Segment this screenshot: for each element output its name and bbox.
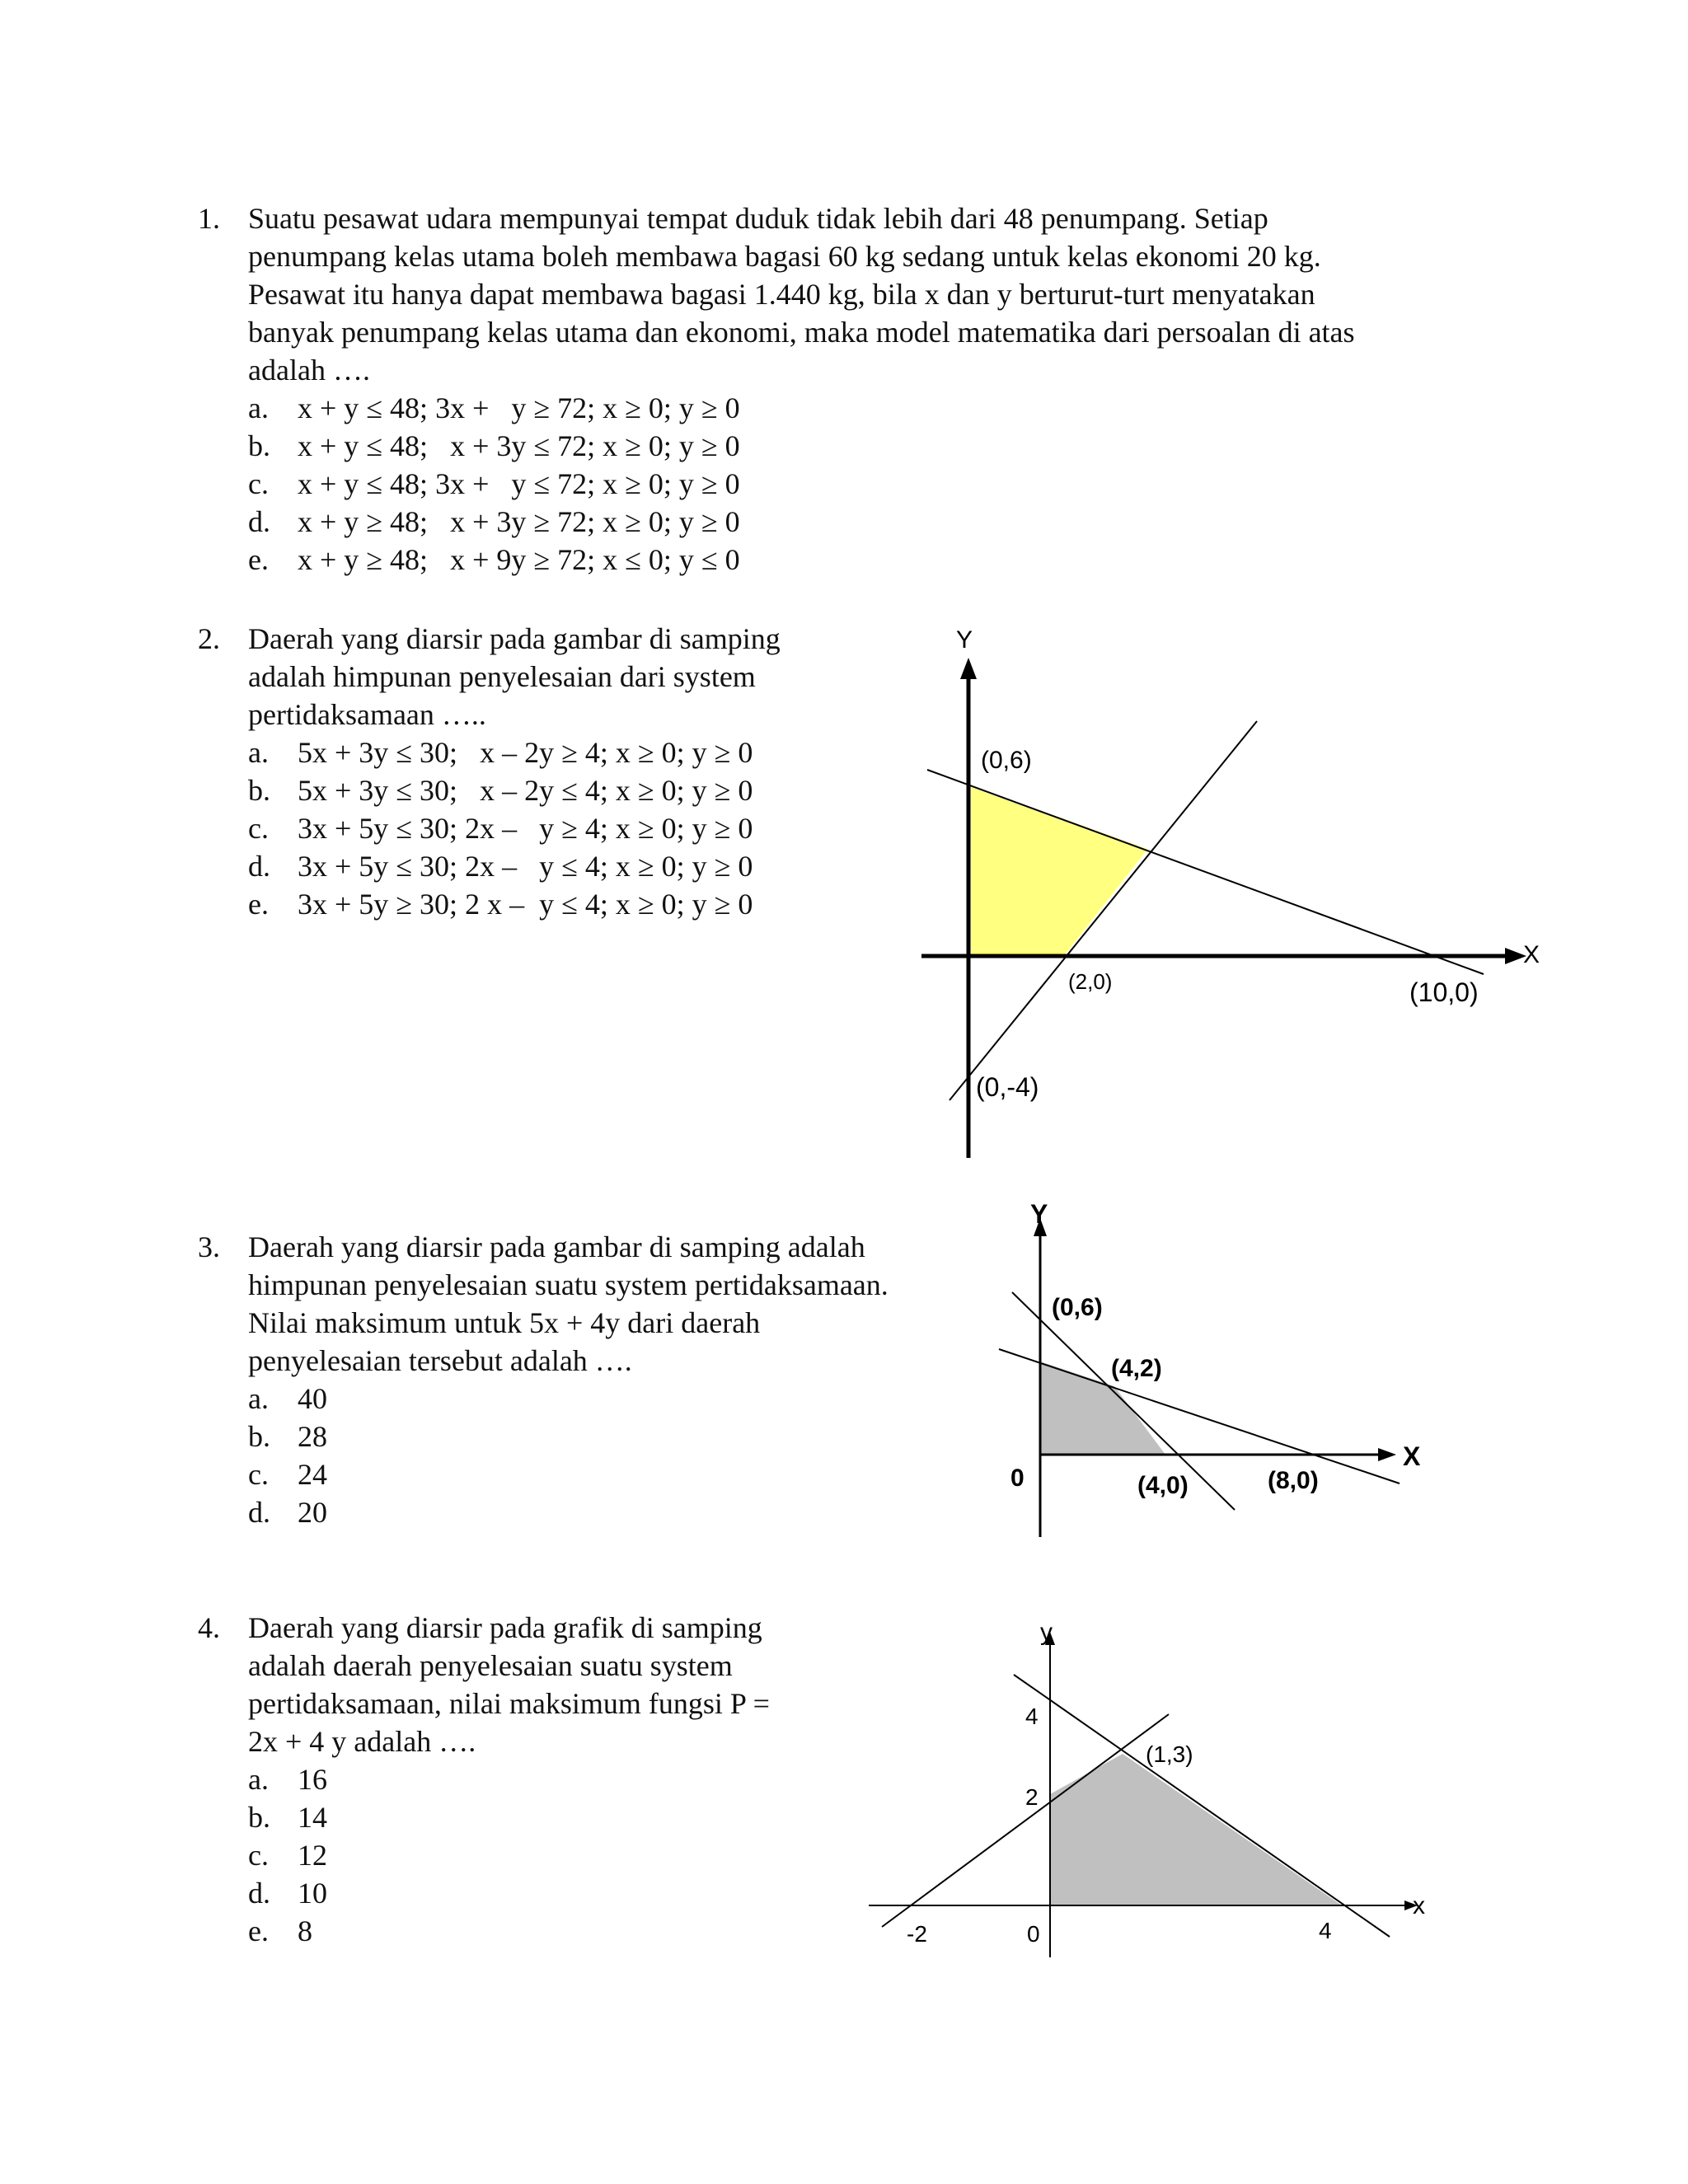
question-number: 4. — [198, 1611, 220, 1644]
answer-option-c[interactable]: c. 3x + 5y ≤ 30; 2x – y ≥ 4; x ≥ 0; y ≥ 0 — [248, 812, 753, 845]
answer-option-b[interactable]: b. x + y ≤ 48; x + 3y ≤ 72; x ≥ 0; y ≥ 0 — [248, 429, 740, 462]
x-axis-label: X — [1523, 941, 1540, 968]
answer-option-b[interactable]: b. 14 — [248, 1801, 327, 1834]
answer-option-a[interactable]: a. x + y ≤ 48; 3x + y ≥ 72; x ≥ 0; y ≥ 0 — [248, 391, 740, 424]
answer-option-d[interactable]: d. 20 — [248, 1496, 327, 1529]
question-stem-line: Daerah yang diarsir pada gambar di samping adalah — [248, 1230, 865, 1263]
point-label-0-neg4: (0,-4) — [976, 1072, 1039, 1102]
point-label-10-0: (10,0) — [1409, 977, 1479, 1007]
tick-label-y-4: 4 — [1025, 1704, 1039, 1729]
question-stem-line: penyelesaian tersebut adalah …. — [248, 1344, 632, 1377]
origin-label: 0 — [1010, 1465, 1025, 1492]
answer-option-b[interactable]: b. 5x + 3y ≤ 30; x – 2y ≤ 4; x ≥ 0; y ≥ 0 — [248, 774, 753, 807]
question-number: 3. — [198, 1230, 220, 1263]
question-stem-line: Suatu pesawat udara mempunyai tempat duduk tidak lebih dari 48 penumpang. Setiap — [248, 202, 1268, 235]
point-label-8-0: (8,0) — [1268, 1467, 1319, 1494]
answer-option-a[interactable]: a. 16 — [248, 1763, 327, 1796]
y-axis-label: Y — [956, 626, 973, 654]
point-label-1-3: (1,3) — [1146, 1741, 1193, 1767]
question-stem-line: pertidaksamaan, nilai maksimum fungsi P = — [248, 1687, 770, 1720]
question-stem-line: adalah himpunan penyelesaian dari system — [248, 660, 756, 693]
point-label-2-0: (2,0) — [1068, 969, 1113, 994]
answer-option-e[interactable]: e. 3x + 5y ≥ 30; 2 x – y ≤ 4; x ≥ 0; y ≥ 0 — [248, 888, 753, 921]
question-stem-line: Nilai maksimum untuk 5x + 4y dari daerah — [248, 1306, 761, 1339]
shaded-region — [1050, 1754, 1342, 1905]
answer-option-d[interactable]: d. x + y ≥ 48; x + 3y ≥ 72; x ≥ 0; y ≥ 0 — [248, 505, 740, 538]
y-axis-label: y — [1040, 1619, 1053, 1646]
answer-option-d[interactable]: d. 3x + 5y ≤ 30; 2x – y ≤ 4; x ≥ 0; y ≥ 0 — [248, 850, 753, 883]
answer-option-c[interactable]: c. x + y ≤ 48; 3x + y ≤ 72; x ≥ 0; y ≥ 0 — [248, 467, 740, 500]
tick-label-y-2: 2 — [1025, 1784, 1039, 1810]
answer-option-a[interactable]: a. 5x + 3y ≤ 30; x – 2y ≥ 4; x ≥ 0; y ≥ 0 — [248, 736, 753, 769]
answer-option-d[interactable]: d. 10 — [248, 1877, 327, 1910]
question-stem-line: Pesawat itu hanya dapat membawa bagasi 1.440 kg, bila x dan y berturut-turt menyatakan — [248, 278, 1315, 311]
y-axis-label: Y — [1030, 1199, 1048, 1229]
question-number: 2. — [198, 622, 220, 655]
question-stem-line: banyak penumpang kelas utama dan ekonomi, maka model matematika dari persoalan di atas — [248, 316, 1355, 349]
tick-label-x-neg2: -2 — [907, 1921, 927, 1947]
question-stem-line: Daerah yang diarsir pada grafik di samping — [248, 1611, 762, 1644]
question-number: 1. — [198, 202, 220, 235]
answer-option-b[interactable]: b. 28 — [248, 1420, 327, 1453]
question-stem-line: 2x + 4 y adalah …. — [248, 1725, 476, 1758]
point-label-4-0: (4,0) — [1137, 1472, 1189, 1499]
question-stem-line: pertidaksamaan ….. — [248, 698, 486, 731]
question-stem-line: penumpang kelas utama boleh membawa bagasi 60 kg sedang untuk kelas ekonomi 20 kg. — [248, 240, 1321, 273]
answer-option-e[interactable]: e. x + y ≥ 48; x + 9y ≥ 72; x ≤ 0; y ≤ 0 — [248, 543, 740, 576]
question-stem-line: himpunan penyelesaian suatu system pertidaksamaan. — [248, 1268, 889, 1301]
point-label-0-6: (0,6) — [981, 747, 1032, 774]
tick-label-x-4: 4 — [1319, 1918, 1332, 1943]
answer-option-c[interactable]: c. 12 — [248, 1839, 327, 1872]
point-label-0-6: (0,6) — [1052, 1294, 1103, 1321]
answer-option-a[interactable]: a. 40 — [248, 1382, 327, 1415]
x-axis-label: X — [1403, 1441, 1421, 1471]
answer-option-e[interactable]: e. 8 — [248, 1915, 312, 1947]
tick-label-x-0: 0 — [1027, 1921, 1040, 1947]
question-stem-line: adalah …. — [248, 354, 370, 387]
question-stem-line: adalah daerah penyelesaian suatu system — [248, 1649, 733, 1682]
answer-option-c[interactable]: c. 24 — [248, 1458, 327, 1491]
question-stem-line: Daerah yang diarsir pada gambar di samping — [248, 622, 781, 655]
point-label-4-2: (4,2) — [1111, 1355, 1162, 1382]
x-axis-label: x — [1413, 1892, 1425, 1919]
